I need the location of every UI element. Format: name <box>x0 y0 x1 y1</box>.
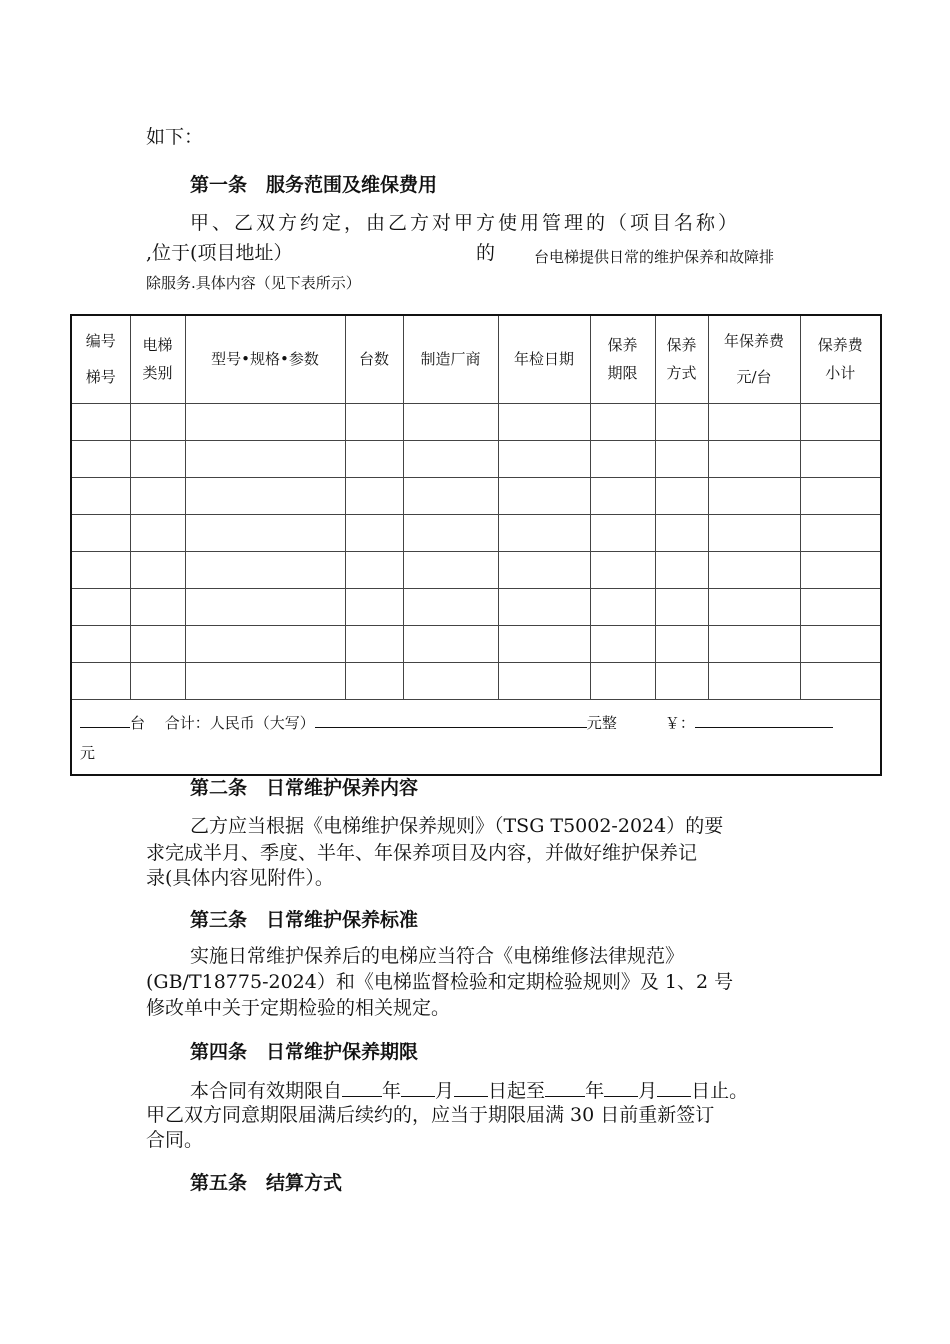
table-cell[interactable] <box>185 662 345 699</box>
article2-heading: 第二条 日常维护保养内容 <box>190 777 419 799</box>
header-method: 保养 方式 <box>655 315 708 403</box>
table-cell[interactable] <box>403 514 498 551</box>
table-cell[interactable] <box>498 588 590 625</box>
table-cell[interactable] <box>708 514 800 551</box>
header-manufacturer: 制造厂商 <box>403 315 498 403</box>
units-blank[interactable] <box>80 709 130 728</box>
table-cell[interactable] <box>185 588 345 625</box>
table-cell[interactable] <box>345 403 403 440</box>
table-cell[interactable] <box>655 440 708 477</box>
table-cell[interactable] <box>345 440 403 477</box>
header-type: 电梯 类别 <box>130 315 185 403</box>
table-cell[interactable] <box>800 440 881 477</box>
table-row <box>71 551 881 588</box>
table-cell[interactable] <box>590 551 655 588</box>
table-cell[interactable] <box>71 588 130 625</box>
table-cell[interactable] <box>403 588 498 625</box>
table-row <box>71 588 881 625</box>
total-amount-blank[interactable] <box>695 709 833 728</box>
table-cell[interactable] <box>498 477 590 514</box>
table-row <box>71 440 881 477</box>
table-cell[interactable] <box>498 551 590 588</box>
header-annual-fee: 年保养费 元/台 <box>708 315 800 403</box>
table-cell[interactable] <box>800 551 881 588</box>
table-cell[interactable] <box>800 662 881 699</box>
article4-line3: 合同。 <box>146 1129 204 1151</box>
table-cell[interactable] <box>800 403 881 440</box>
table-cell[interactable] <box>130 440 185 477</box>
header-model: 型号•规格•参数 <box>185 315 345 403</box>
table-cell[interactable] <box>345 551 403 588</box>
term-from-label: 本合同有效期限自 <box>190 1080 343 1102</box>
article1-line3: 除服务.具体内容（见下表所示） <box>146 274 361 292</box>
table-cell[interactable] <box>345 477 403 514</box>
table-header-row <box>71 315 881 403</box>
article1-line2-of: 的 <box>476 242 496 264</box>
header-period: 保养 期限 <box>590 315 655 403</box>
table-row <box>71 477 881 514</box>
table-cell[interactable] <box>403 477 498 514</box>
header-number: 编号 梯号 <box>71 315 130 403</box>
table-cell[interactable] <box>130 662 185 699</box>
table-cell[interactable] <box>800 588 881 625</box>
header-subtotal: 保养费 小计 <box>800 315 881 403</box>
table-cell[interactable] <box>655 514 708 551</box>
table-cell[interactable] <box>71 625 130 662</box>
table-cell[interactable] <box>403 662 498 699</box>
table-cell[interactable] <box>345 662 403 699</box>
table-cell[interactable] <box>708 625 800 662</box>
table-cell[interactable] <box>71 662 130 699</box>
article1-line2-elevators: 台电梯提供日常的维护保养和故障排 <box>534 248 775 266</box>
year-label: 年 <box>382 1080 402 1102</box>
table-footer-row <box>71 699 881 775</box>
maintenance-fee-table <box>70 314 882 776</box>
table-cell[interactable] <box>71 477 130 514</box>
table-row <box>71 514 881 551</box>
start-month-blank[interactable] <box>401 1078 435 1097</box>
table-cell[interactable] <box>71 403 130 440</box>
table-cell[interactable] <box>498 625 590 662</box>
table-cell[interactable] <box>498 440 590 477</box>
end-year-blank[interactable] <box>545 1078 585 1097</box>
table-cell[interactable] <box>498 662 590 699</box>
table-cell[interactable] <box>655 477 708 514</box>
article1-heading: 第一条 服务范围及维保费用 <box>190 174 438 196</box>
table-cell[interactable] <box>345 514 403 551</box>
table-cell[interactable] <box>590 440 655 477</box>
table-cell[interactable] <box>498 403 590 440</box>
end-day-blank[interactable] <box>657 1078 691 1097</box>
table-row <box>71 403 881 440</box>
table-cell[interactable] <box>185 477 345 514</box>
table-cell[interactable] <box>708 477 800 514</box>
table-cell[interactable] <box>498 514 590 551</box>
table-cell[interactable] <box>185 551 345 588</box>
month-label: 月 <box>435 1080 455 1102</box>
table-cell[interactable] <box>590 625 655 662</box>
table-cell[interactable] <box>708 588 800 625</box>
article3-heading: 第三条 日常维护保养标准 <box>190 909 419 931</box>
table-cell[interactable] <box>655 403 708 440</box>
article4-heading: 第四条 日常维护保养期限 <box>190 1041 419 1063</box>
table-cell[interactable] <box>708 662 800 699</box>
table-cell[interactable] <box>590 477 655 514</box>
header-count: 台数 <box>345 315 403 403</box>
header-inspection-date: 年检日期 <box>498 315 590 403</box>
table-cell[interactable] <box>708 403 800 440</box>
article4-line1 <box>190 1078 748 1102</box>
yuan-whole-label: 元整 <box>586 713 617 732</box>
article1-line1: 甲、乙双方约定，由乙方对甲方使用管理的（项目名称） <box>190 212 741 234</box>
article2-line3: 录(具体内容见附件）。 <box>146 867 334 889</box>
currency-symbol: ￥： <box>664 713 695 732</box>
table-cell[interactable] <box>800 625 881 662</box>
table-cell[interactable] <box>590 514 655 551</box>
table-cell[interactable] <box>655 625 708 662</box>
table-cell[interactable] <box>800 477 881 514</box>
article4-line2: 甲乙双方同意期限届满后续约的，应当于期限届满 30 日前重新签订 <box>146 1104 715 1126</box>
start-year-blank[interactable] <box>342 1078 382 1097</box>
table-cell[interactable] <box>800 514 881 551</box>
table-cell[interactable] <box>590 403 655 440</box>
table-cell[interactable] <box>71 551 130 588</box>
table-cell[interactable] <box>130 625 185 662</box>
table-cell[interactable] <box>708 440 800 477</box>
table-cell[interactable] <box>590 662 655 699</box>
table-cell[interactable] <box>345 625 403 662</box>
article3-line3: 修改单中关于定期检验的相关规定。 <box>146 997 451 1019</box>
table-row <box>71 625 881 662</box>
intro-text: 如下： <box>146 126 204 148</box>
table-cell[interactable] <box>130 403 185 440</box>
total-words-blank[interactable] <box>315 709 587 728</box>
article2-line2: 求完成半月、季度、半年、年保养项目及内容，并做好维护保养记 <box>146 842 698 864</box>
table-cell[interactable] <box>590 588 655 625</box>
table-cell[interactable] <box>185 625 345 662</box>
table-cell[interactable] <box>655 662 708 699</box>
article3-line2: (GB/T18775-2024）和《电梯监督检验和定期检验规则》及 1、2 号 <box>146 971 734 993</box>
table-cell[interactable] <box>403 625 498 662</box>
to-label: 日起至 <box>488 1080 546 1102</box>
start-day-blank[interactable] <box>454 1078 488 1097</box>
table-cell[interactable] <box>130 551 185 588</box>
table-cell[interactable] <box>130 477 185 514</box>
table-cell[interactable] <box>130 514 185 551</box>
table-cell[interactable] <box>403 403 498 440</box>
year-label: 年 <box>585 1080 605 1102</box>
table-cell[interactable] <box>185 514 345 551</box>
end-label: 日止。 <box>691 1080 749 1102</box>
table-cell[interactable] <box>185 440 345 477</box>
month-label: 月 <box>638 1080 658 1102</box>
article3-line1: 实施日常维护保养后的电梯应当符合《电梯维修法律规范》 <box>190 945 685 967</box>
units-label: 台 <box>130 713 146 732</box>
table-cell[interactable] <box>71 514 130 551</box>
table-cell[interactable] <box>71 440 130 477</box>
article5-heading: 第五条 结算方式 <box>190 1172 343 1194</box>
article2-line1: 乙方应当根据《电梯维护保养规则》（TSG T5002-2024）的要 <box>190 815 724 837</box>
table-cell[interactable] <box>345 588 403 625</box>
table-cell[interactable] <box>655 588 708 625</box>
article1-line2-location: ,位于(项目地址） <box>146 242 293 264</box>
table-cell[interactable] <box>403 551 498 588</box>
table-cell[interactable] <box>708 551 800 588</box>
end-month-blank[interactable] <box>604 1078 638 1097</box>
yuan-label: 元 <box>80 743 96 762</box>
table-cell[interactable] <box>130 588 185 625</box>
table-cell[interactable] <box>185 403 345 440</box>
total-cell <box>71 699 881 775</box>
table-cell[interactable] <box>655 551 708 588</box>
table-cell[interactable] <box>403 440 498 477</box>
total-label: 合计：人民币（大写） <box>164 713 315 732</box>
table-row <box>71 662 881 699</box>
